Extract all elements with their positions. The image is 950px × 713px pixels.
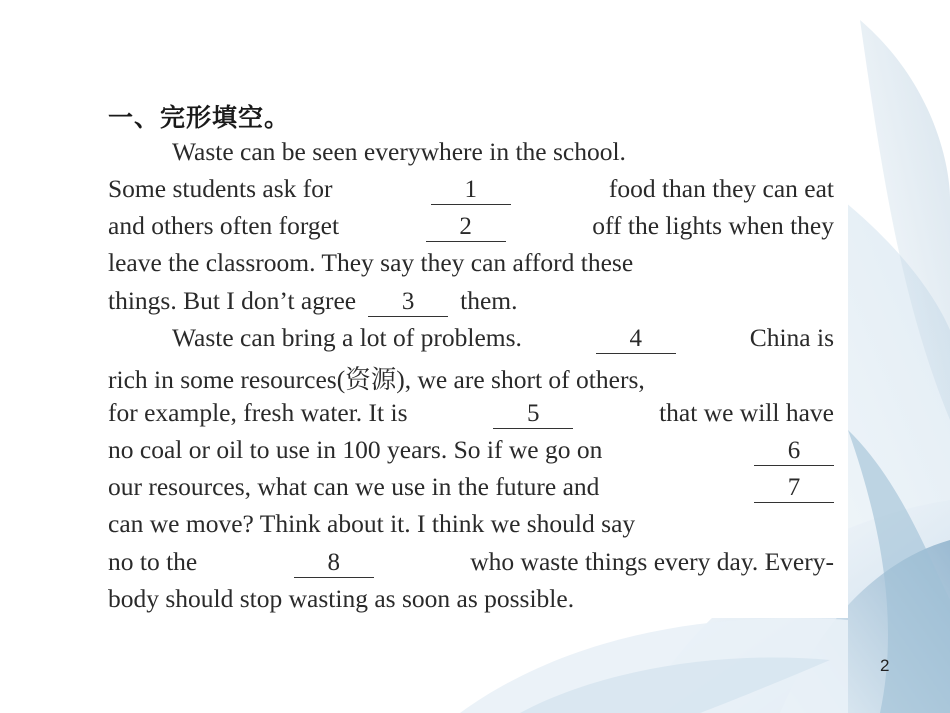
passage-line (108, 174, 834, 211)
passage-text: rich in some resources(资源), we are short of others, (108, 365, 645, 394)
passage-text: can we move? Think about it. I think we should say (108, 509, 636, 538)
page-number: 2 (880, 656, 890, 675)
answer-blank-5[interactable]: 5 (493, 400, 573, 429)
answer-blank-6[interactable]: 6 (754, 437, 834, 466)
passage-line (172, 137, 834, 174)
answer-blank-7[interactable]: 7 (754, 474, 834, 503)
answer-blank-8[interactable]: 8 (294, 549, 374, 578)
passage-text: and others often forget (108, 211, 340, 240)
passage-text: Waste can be seen everywhere in the school. (172, 137, 626, 166)
answer-blank-3[interactable]: 3 (368, 288, 448, 317)
passage-line (108, 286, 834, 323)
passage-line (108, 584, 834, 621)
passage-text: things. But I don’t agree (108, 286, 357, 315)
passage-text: body should stop wasting as soon as possible. (108, 584, 575, 613)
passage-text: who waste things every day. Every- (470, 547, 834, 576)
passage-line (108, 248, 834, 285)
passage-text: no to the (108, 547, 198, 576)
passage-line (108, 435, 834, 472)
passage-line (108, 398, 834, 435)
passage-text: them. (460, 286, 518, 315)
passage-line (108, 547, 834, 584)
passage-text: for example, fresh water. It is (108, 398, 408, 427)
passage-text: food than they can eat (608, 174, 834, 203)
passage-line (108, 472, 834, 509)
passage-line (108, 211, 834, 248)
answer-blank-1[interactable]: 1 (431, 176, 511, 205)
passage-text: that we will have (659, 398, 834, 427)
passage-text: leave the classroom. They say they can afford these (108, 248, 634, 277)
passage-text: off the lights when they (592, 211, 834, 240)
passage-line (108, 509, 834, 546)
section-heading: 一、完形填空。 (108, 103, 291, 132)
passage-text: our resources, what can we use in the future and (108, 472, 600, 501)
passage-text: Some students ask for (108, 174, 333, 203)
answer-blank-2[interactable]: 2 (426, 213, 506, 242)
passage-line (108, 360, 834, 397)
passage-text: no coal or oil to use in 100 years. So if we go on (108, 435, 603, 464)
answer-blank-4[interactable]: 4 (596, 325, 676, 354)
passage-text: China is (749, 323, 834, 352)
passage-line (172, 323, 834, 360)
passage-text: Waste can bring a lot of problems. (172, 323, 522, 352)
